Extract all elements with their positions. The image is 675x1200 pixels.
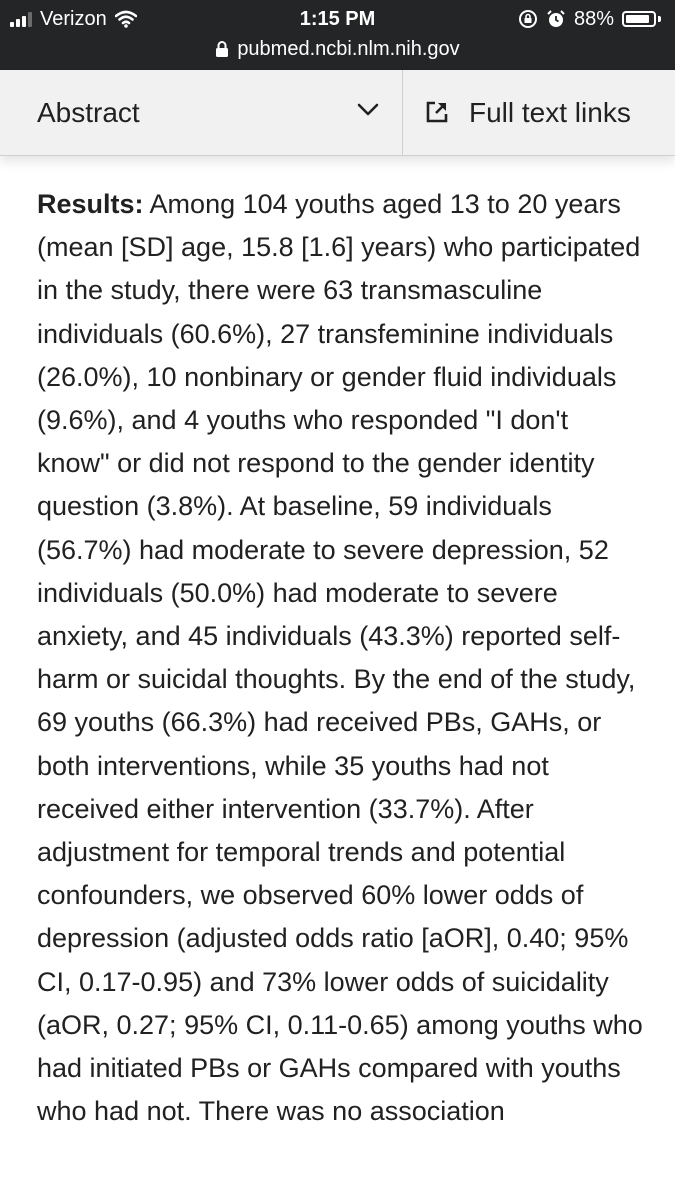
article-toolbar xyxy=(0,70,675,156)
address-bar[interactable] xyxy=(0,34,675,64)
status-row xyxy=(0,6,675,32)
chevron-down-icon xyxy=(356,102,380,118)
section-dropdown-label: Abstract xyxy=(37,97,140,128)
ios-status-bar xyxy=(0,0,675,70)
lock-icon xyxy=(215,40,229,58)
orientation-lock-icon xyxy=(518,9,538,29)
battery-level xyxy=(626,15,649,23)
url-text[interactable]: pubmed.ncbi.nlm.nih.gov xyxy=(237,37,460,60)
results-heading: Results: xyxy=(37,189,144,219)
results-body: Among 104 youths aged 13 to 20 years (mean [SD] age, 15.8 [1.6] years) who participated in the study, there were 63 transmasculine individuals (60.6%), 27 transfeminine individuals (26.0%), 10 nonbinary or gender fluid individuals (9.6%), and 4 youths who responded "I don't know" or did not respond to the gender identity question (3.8%). At baseline, 59 individuals (56.7%) had moderate to severe depression, 52 individuals (50.0%) had moderate to severe anxiety, and 45 individuals (43.3%) reported self-harm or suicidal thoughts. By the end of the study, 69 youths (66.3%) had received PBs, GAHs, or both interventions, while 35 youths had not received either intervention (33.7%). After adjustment for temporal trends and potential confounders, we observed 60% lower odds of depression (adjusted odds ratio [aOR], 0.40; 95% CI, 0.17-0.95) and 73% lower odds of suicidality (aOR, 0.27; 95% CI, 0.11-0.65) among youths who had initiated PBs or GAHs compared with youths who had not. There was no association xyxy=(37,189,643,1127)
full-text-links-button[interactable] xyxy=(403,70,675,155)
abstract-results-paragraph xyxy=(37,183,647,1133)
alarm-icon xyxy=(546,9,566,29)
clock: 1:15 PM xyxy=(299,8,376,30)
battery-percentage: 88% xyxy=(573,7,614,30)
carrier-name: Verizon xyxy=(40,7,107,30)
status-indicators xyxy=(518,6,661,32)
battery-tip xyxy=(658,16,661,22)
full-text-links-label: Full text links xyxy=(469,97,631,128)
external-link-icon xyxy=(425,100,449,124)
battery-icon xyxy=(622,11,656,27)
section-dropdown[interactable] xyxy=(0,70,403,155)
